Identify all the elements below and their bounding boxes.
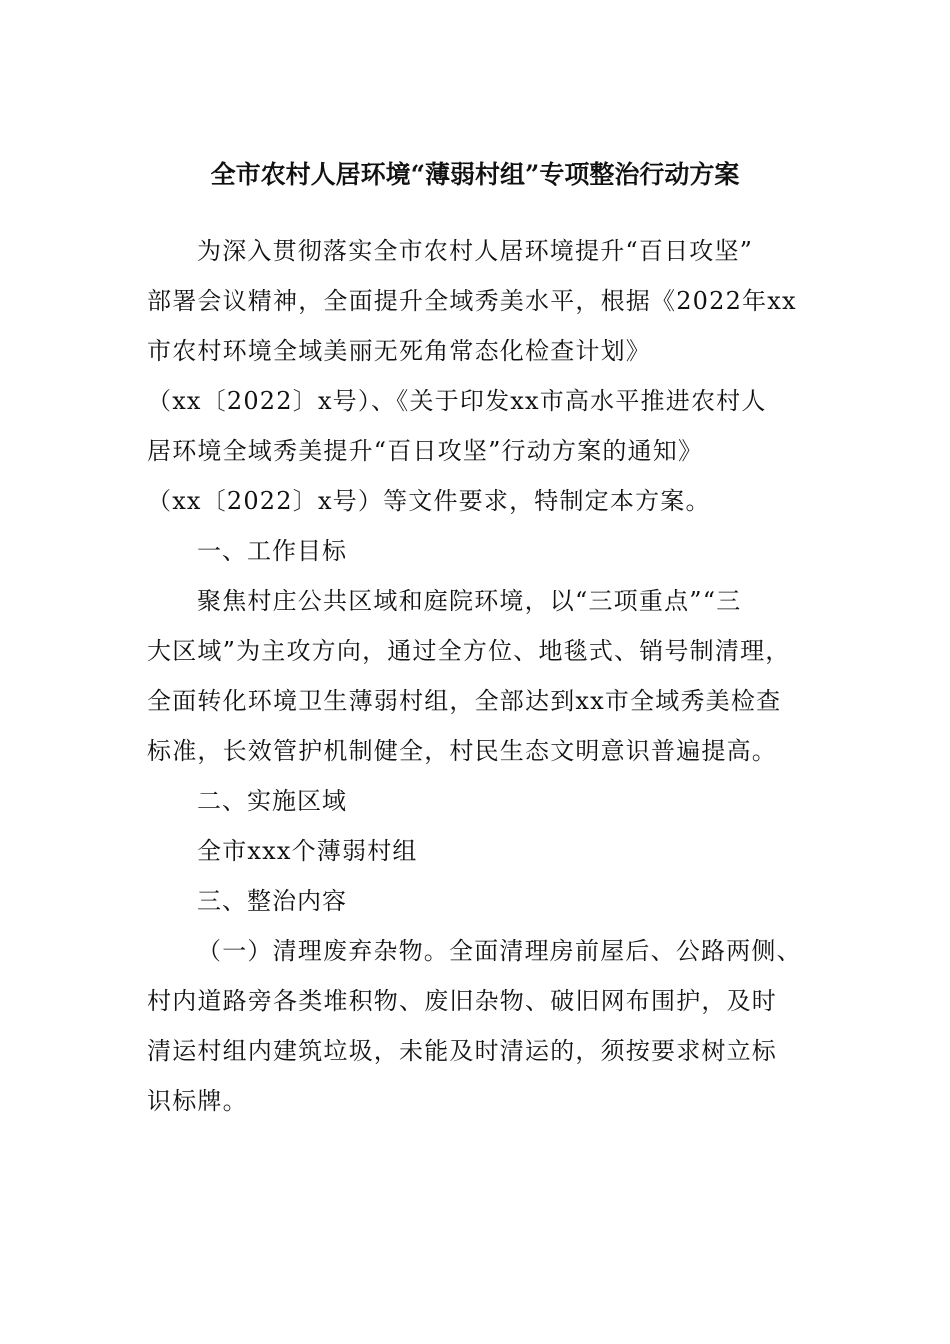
paragraph-intro-line-2: 部署会议精神，全面提升全域秀美水平，根据《2022年xx — [147, 287, 797, 315]
document-body — [147, 226, 807, 1126]
paragraph-goals-line-4: 标准，长效管护机制健全，村民生态文明意识普遍提高。 — [147, 737, 777, 765]
paragraph-content-line-3: 清运村组内建筑垃圾，未能及时清运的，须按要求树立标 — [147, 1037, 777, 1065]
document-title: 全市农村人居环境“薄弱村组”专项整治行动方案 — [210, 160, 740, 189]
paragraph-content-line-4: 识标牌。 — [147, 1087, 248, 1115]
paragraph-intro-line-4: （xx〔2022〕x号）、《关于印发xx市高水平推进农村人 — [147, 387, 767, 415]
paragraph-intro-line-1: 为深入贯彻落实全市农村人居环境提升“百日攻坚” — [197, 237, 754, 265]
paragraph-goals-line-1: 聚焦村庄公共区域和庭院环境，以“三项重点”“三 — [197, 587, 742, 615]
paragraph-intro-line-3: 市农村环境全域美丽无死角常态化检查计划》 — [147, 337, 651, 365]
paragraph-intro-line-5: 居环境全域秀美提升“百日攻坚”行动方案的通知》 — [147, 437, 704, 465]
section-heading-content: 三、整治内容 — [197, 887, 347, 915]
paragraph-content-line-2: 村内道路旁各类堆积物、废旧杂物、破旧网布围护，及时 — [147, 987, 777, 1015]
paragraph-goals-line-3: 全面转化环境卫生薄弱村组，全部达到xx市全域秀美检查 — [147, 687, 782, 715]
section-heading-area: 二、实施区域 — [197, 787, 347, 815]
paragraph-goals-line-2: 大区域”为主攻方向，通过全方位、地毯式、销号制清理， — [147, 637, 791, 665]
paragraph-intro-line-6: （xx〔2022〕x号）等文件要求，特制定本方案。 — [147, 487, 711, 515]
paragraph-content-line-1: （一）清理废弃杂物。全面清理房前屋后、公路两侧、 — [197, 937, 802, 965]
paragraph-area-line-1: 全市xxx个薄弱村组 — [197, 837, 418, 865]
section-heading-goals: 一、工作目标 — [197, 537, 347, 565]
